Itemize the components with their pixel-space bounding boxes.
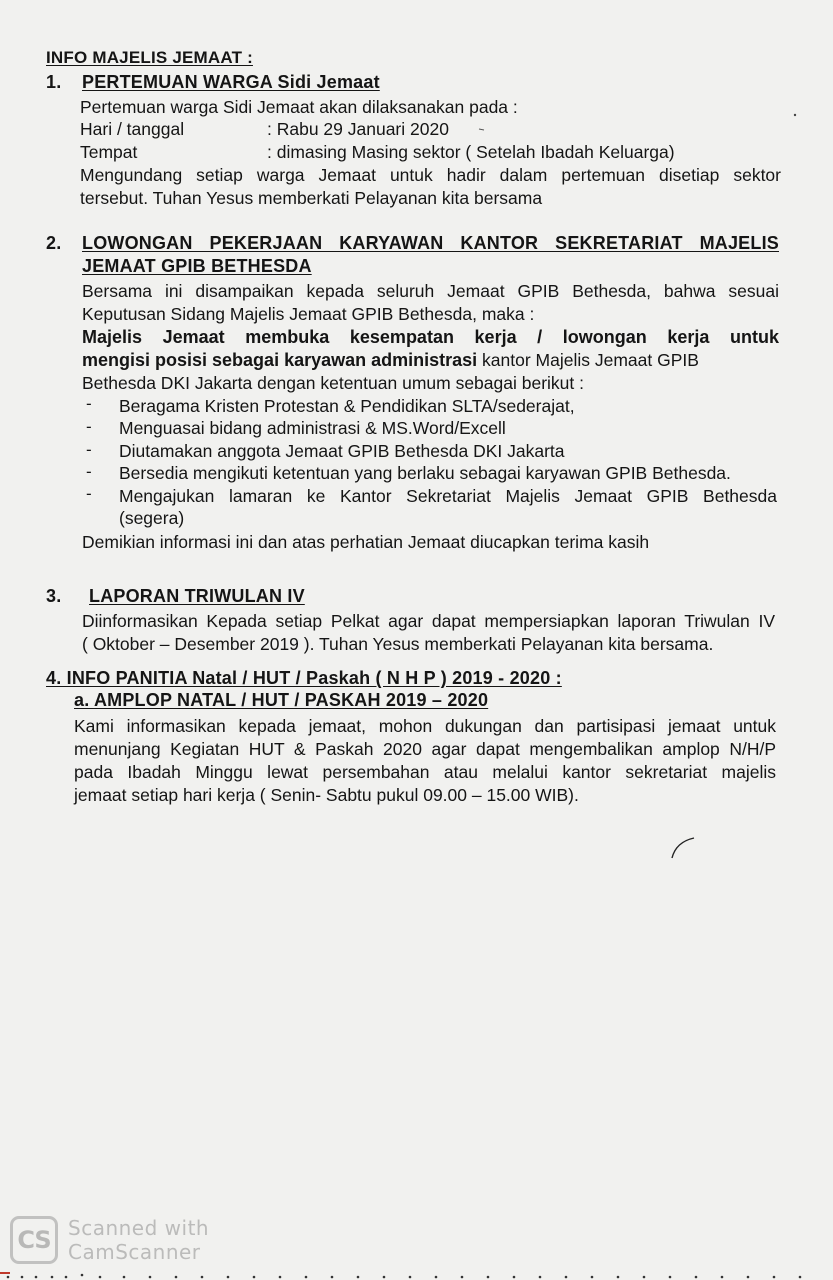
section-1-body-line-1: Mengundang setiap warga Jemaat untuk hadir dalam pertemuan disetiap sektor: [80, 165, 781, 185]
section-3-title: [46, 586, 305, 607]
section-2-bold-line-2: mengisi posisi sebagai karyawan administrasi: [82, 350, 478, 370]
speck-icon: [792, 112, 798, 118]
speck-icon: [478, 126, 486, 132]
section-1-intro: Pertemuan warga Sidi Jemaat akan dilaksanakan pada :: [80, 97, 518, 117]
section-1-number: 1.: [46, 72, 62, 92]
camscanner-logo-icon: CS: [10, 1216, 58, 1264]
section-2-title-text-1: LOWONGAN PEKERJAAN KARYAWAN KANTOR SEKRETARIAT MAJELIS: [82, 233, 779, 253]
section-4-line-2: menunjang Kegiatan HUT & Paskah 2020 agar dapat mengembalikan amplop N/H/P: [74, 739, 776, 759]
section-2-line-4: Bethesda DKI Jakarta dengan ketentuan umum sebagai berikut :: [82, 373, 584, 393]
section-2-line-2: Keputusan Sidang Majelis Jemaat GPIB Bethesda, maka :: [82, 304, 535, 324]
section-3-title-text: LAPORAN TRIWULAN IV: [89, 586, 305, 606]
camscanner-watermark: [10, 1216, 209, 1264]
section-4-line-3: pada Ibadah Minggu lewat persembahan atau melalui kantor sekretariat majelis: [74, 762, 776, 782]
section-3-line-2: ( Oktober – Desember 2019 ). Tuhan Yesus memberkati Pelayanan kita bersama.: [82, 634, 714, 654]
section-4-subtitle: a. AMPLOP NATAL / HUT / PASKAH 2019 – 2020: [74, 690, 489, 710]
section-2-bold-line-1: Majelis Jemaat membuka kesempatan kerja / lowongan kerja untuk: [82, 327, 779, 347]
section-3-line-1: Diinformasikan Kepada setiap Pelkat agar dapat mempersiapkan laporan Triwulan IV: [82, 611, 775, 631]
section-2-line-3: [82, 349, 779, 371]
bullet-marker: -: [86, 394, 92, 413]
day-label: Hari / tanggal: [80, 119, 185, 139]
section-1-title: [46, 72, 380, 93]
section-1-title-text: PERTEMUAN WARGA Sidi Jemaat: [82, 72, 380, 92]
section-2-number: 2.: [46, 233, 62, 253]
place-label: Tempat: [80, 142, 138, 162]
section-2-title-line-2: JEMAAT GPIB BETHESDA: [82, 256, 312, 276]
bullet-marker: -: [86, 440, 92, 459]
section-1-place-row: [80, 141, 675, 163]
section-4-line-4: jemaat setiap hari kerja ( Senin- Sabtu pukul 09.00 – 15.00 WIB).: [74, 785, 579, 805]
requirement-item-continuation: (segera): [119, 508, 185, 528]
section-2-line-1: Bersama ini disampaikan kepada seluruh Jemaat GPIB Bethesda, bahwa sesuai: [82, 281, 779, 301]
document-heading: INFO MAJELIS JEMAAT :: [46, 48, 253, 67]
section-2-title-line-1: [46, 233, 779, 254]
requirement-item: Beragama Kristen Protestan & Pendidikan SLTA/sederajat,: [119, 396, 575, 416]
section-3-number: 3.: [46, 586, 62, 606]
scan-edge-dots-icon: [0, 1268, 833, 1280]
bullet-marker: -: [86, 417, 92, 436]
bullet-marker: -: [86, 462, 92, 481]
section-1-body-line-2: tersebut. Tuhan Yesus memberkati Pelayanan kita bersama: [80, 188, 543, 208]
place-value: : dimasing Masing sektor ( Setelah Ibadah Keluarga): [267, 142, 675, 162]
pen-mark-icon: [668, 832, 698, 862]
day-value: : Rabu 29 Januari 2020: [267, 119, 449, 139]
watermark-line-2: CamScanner: [68, 1240, 201, 1264]
requirement-item: Bersedia mengikuti ketentuan yang berlaku sebagai karyawan GPIB Bethesda.: [119, 463, 731, 483]
section-2-closing: Demikian informasi ini dan atas perhatian Jemaat diucapkan terima kasih: [82, 532, 650, 552]
section-4-title: 4. INFO PANITIA Natal / HUT / Paskah ( N H P ) 2019 - 2020 :: [46, 668, 562, 688]
requirement-item: Diutamakan anggota Jemaat GPIB Bethesda DKI Jakarta: [119, 441, 565, 461]
bullet-marker: -: [86, 484, 92, 503]
requirement-item: Menguasai bidang administrasi & MS.Word/Excell: [119, 418, 506, 438]
requirement-item: Mengajukan lamaran ke Kantor Sekretariat Majelis Jemaat GPIB Bethesda: [119, 486, 777, 506]
section-2-line-3-rest: kantor Majelis Jemaat GPIB: [477, 350, 699, 370]
section-4-line-1: Kami informasikan kepada jemaat, mohon dukungan dan partisipasi jemaat untuk: [74, 716, 776, 736]
section-1-day-row: [80, 118, 449, 140]
watermark-line-1: Scanned with: [68, 1216, 210, 1240]
